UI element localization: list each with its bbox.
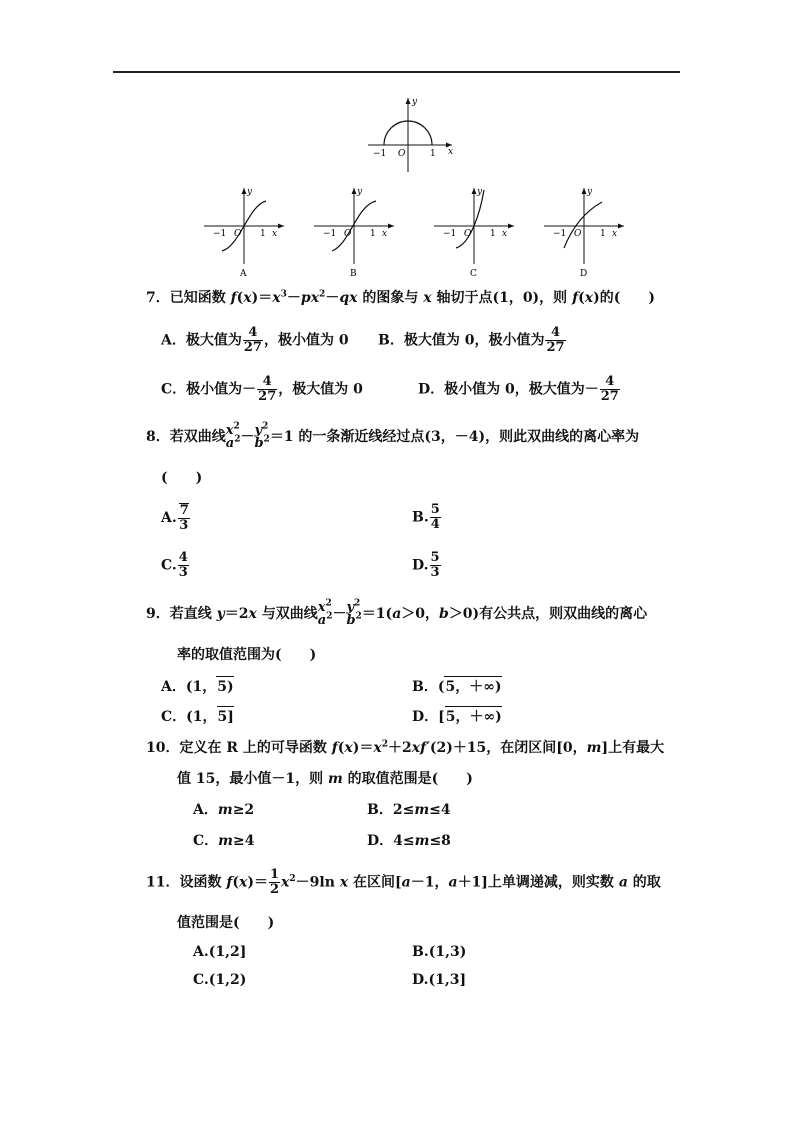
svg-text:x: x (612, 229, 618, 239)
svg-text:−1: −1 (323, 229, 337, 239)
svg-text:O: O (574, 229, 582, 239)
svg-text:y: y (477, 187, 483, 197)
svg-text:1: 1 (600, 229, 606, 239)
q8-option-b[interactable]: B. $\frac{5}{4}$ (412, 502, 440, 532)
q9-option-b[interactable]: B．(5，＋∞) (412, 676, 502, 697)
q7-option-a[interactable]: A．极大值为 $\frac{4}{27}$ ，极小值为 0 (161, 325, 349, 355)
q11-option-d[interactable]: D.(1,3] (412, 972, 467, 988)
svg-text:x: x (382, 229, 388, 239)
graph-option-c (430, 184, 520, 280)
q7-option-d[interactable]: D．极小值为 0，极大值为－ $\frac{4}{27}$ (418, 374, 619, 404)
q9-option-c[interactable]: C．(1，5] (161, 706, 234, 727)
q9-stem: 9．若直线 y＝2x 与双曲线 $x^2$ $a^2$ － $y^2$ $b^2$ ＝1(a＞0，b＞0)有公共点，则双曲线的离心 (146, 598, 648, 628)
svg-text:x: x (448, 147, 454, 157)
svg-text:O: O (234, 229, 242, 239)
q11-stem-line2: 值范围是( ) (177, 915, 275, 931)
q7-option-c[interactable]: C．极小值为－ $\frac{4}{27}$ ，极大值为 0 (161, 374, 363, 404)
svg-text:x: x (272, 229, 278, 239)
q8-paren: ( ) (161, 470, 203, 486)
svg-text:O: O (464, 229, 472, 239)
q10-option-c[interactable]: C．m≥4 (193, 833, 255, 849)
svg-text:O: O (344, 229, 352, 239)
graph-option-a (200, 184, 290, 280)
svg-text:y: y (587, 187, 593, 197)
q8-option-a[interactable]: A. $\frac{7}{3}$ (161, 503, 189, 533)
svg-text:y: y (412, 97, 418, 107)
svg-text:O: O (398, 149, 406, 159)
svg-text:1: 1 (370, 229, 376, 239)
svg-text:y: y (247, 187, 253, 197)
q11-option-a[interactable]: A.(1,2] (193, 944, 247, 960)
q11-stem: 11．设函数 f(x)＝ $\frac{1}{2}$ $x^2-9\ln$ x 在区间[a－1，a＋1]上单调递减，则实数 a 的取 (146, 867, 661, 897)
q9-option-a[interactable]: A．(1，5) (161, 676, 234, 697)
svg-text:1: 1 (490, 229, 496, 239)
q10-option-a[interactable]: A．m≥2 (193, 802, 255, 818)
q7-stem: 7．已知函数 $f(x)=x^3-px^2-qx$ 的图象与 x 轴切于点(1，0)，则 f(x)的( ) (146, 289, 655, 306)
svg-text:−1: −1 (373, 149, 387, 159)
graph-option-d (540, 184, 630, 280)
svg-text:1: 1 (430, 149, 436, 159)
q9-option-d[interactable]: D．[5，＋∞) (412, 706, 502, 727)
q8-option-d[interactable]: D. $\frac{5}{3}$ (412, 550, 440, 580)
q11-option-c[interactable]: C.(1,2) (193, 972, 247, 988)
q10-stem: 10．定义在 R 上的可导函数 $f(x)=x^2+2xf'(2)+15$，在闭区间[0，m]上有最大 (146, 739, 665, 756)
svg-text:−1: −1 (553, 229, 567, 239)
main-graph (360, 92, 460, 172)
svg-text:−1: −1 (443, 229, 457, 239)
header-rule (113, 71, 680, 73)
q10-option-d[interactable]: D．4≤m≤8 (367, 833, 451, 849)
q8-option-c[interactable]: C. $\frac{4}{3}$ (161, 550, 188, 580)
svg-text:−1: −1 (213, 229, 227, 239)
q7-option-b[interactable]: B．极大值为 0，极小值为 $\frac{4}{27}$ (378, 325, 565, 355)
q10-stem-line2: 值 15，最小值－1，则 m 的取值范围是( ) (177, 771, 473, 787)
svg-text:D: D (580, 269, 588, 279)
q8-stem: 8．若双曲线 $x^2$ $a^2$ － $y^2$ $b^2$ ＝1 的一条渐近线经过点(3，－4)，则此双曲线的离心率为 (146, 421, 640, 451)
graph-option-b (310, 184, 400, 280)
svg-text:C: C (470, 269, 477, 279)
q10-option-b[interactable]: B．2≤m≤4 (367, 802, 451, 818)
q9-stem-line2: 率的取值范围为( ) (177, 647, 317, 663)
q11-option-b[interactable]: B.(1,3) (412, 944, 467, 960)
svg-text:B: B (350, 269, 357, 279)
svg-text:y: y (357, 187, 363, 197)
svg-text:A: A (240, 269, 247, 279)
svg-text:1: 1 (260, 229, 266, 239)
svg-text:x: x (502, 229, 508, 239)
